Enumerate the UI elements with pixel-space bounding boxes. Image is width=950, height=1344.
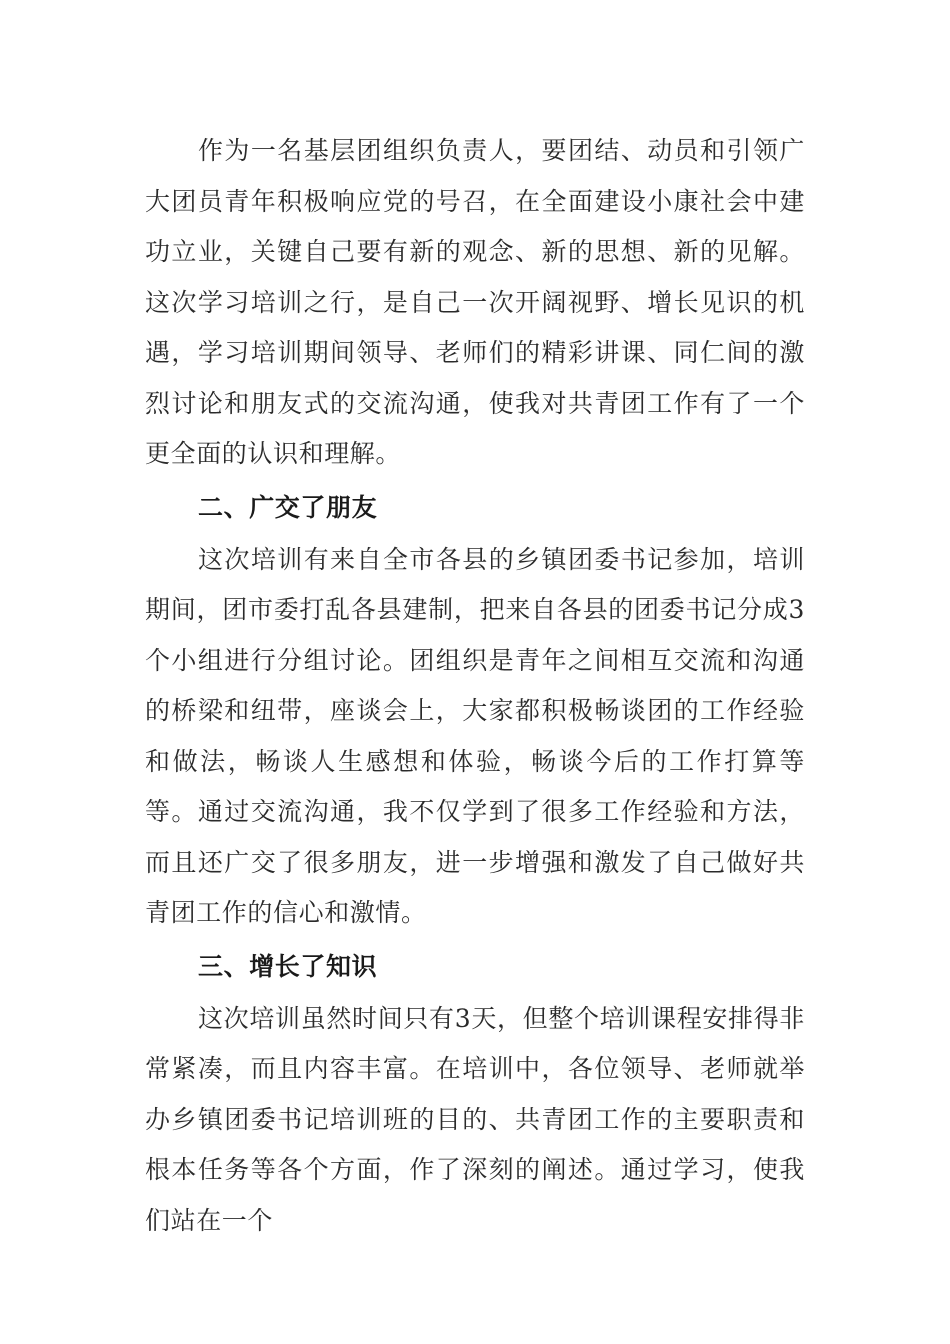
document-body xyxy=(145,126,805,1246)
paragraph-knowledge: 这次培训虽然时间只有3天，但整个培训课程安排得非常紧凑，而且内容丰富。在培训中，各位领导、老师就举办乡镇团委书记培训班的目的、共青团工作的主要职责和根本任务等各个方面，作了深刻的阐述。通过学习，使我们站在一个 xyxy=(145,1003,805,1235)
paragraph-reflection: 作为一名基层团组织负责人，要团结、动员和引领广大团员青年积极响应党的号召，在全面建设小康社会中建功立业，关键自己要有新的观念、新的思想、新的见解。这次学习培训之行，是自己一次开阔视野、增长见识的机遇，学习培训期间领导、老师们的精彩讲课、同仁间的激烈讨论和朋友式的交流沟通，使我对共青团工作有了一个更全面的认识和理解。 xyxy=(145,136,805,468)
section-heading-knowledge: 三、增长了知识 xyxy=(198,951,378,981)
section-heading-friends: 二、广交了朋友 xyxy=(198,492,378,522)
paragraph-friends: 这次培训有来自全市各县的乡镇团委书记参加，培训期间，团市委打乱各县建制，把来自各县的团委书记分成3个小组进行分组讨论。团组织是青年之间相互交流和沟通的桥梁和纽带，座谈会上，大家都积极畅谈团的工作经验和做法，畅谈人生感想和体验，畅谈今后的工作打算等等。通过交流沟通，我不仅学到了很多工作经验和方法，而且还广交了很多朋友，进一步增强和激发了自己做好共青团工作的信心和激情。 xyxy=(145,544,805,927)
